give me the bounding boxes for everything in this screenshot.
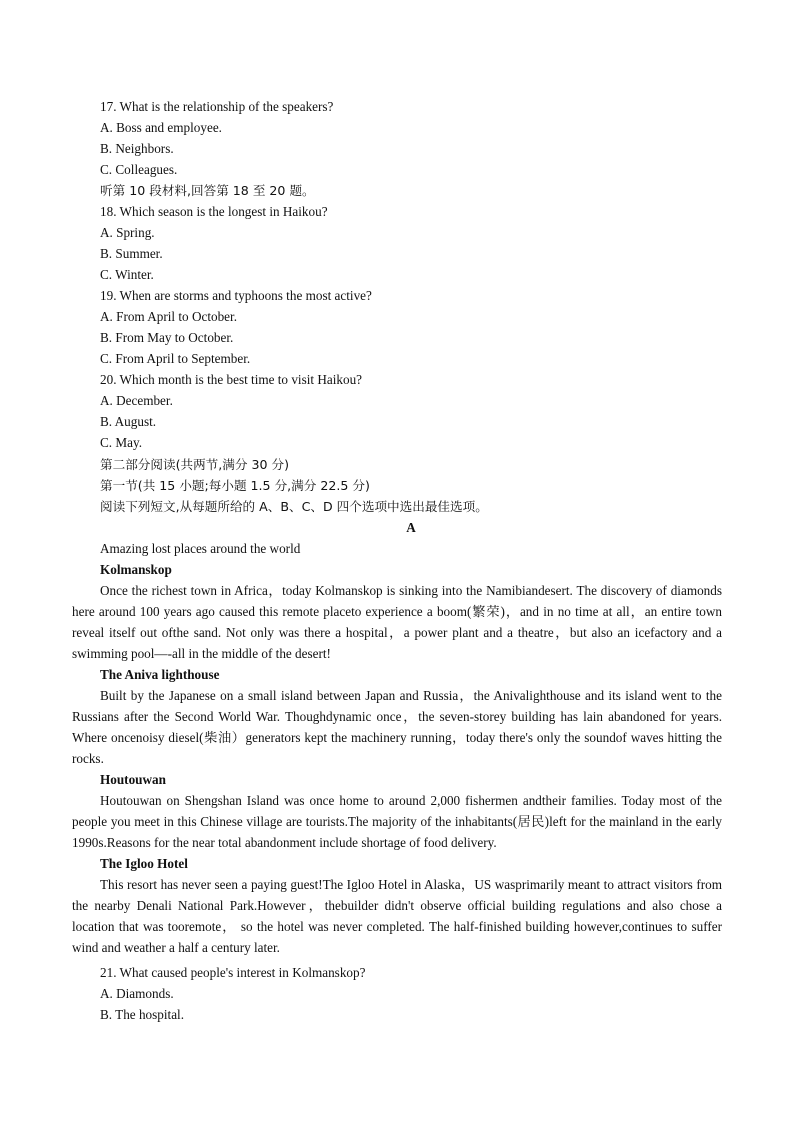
section-paragraph-houtouwan [72, 790, 722, 853]
section-heading-igloo-hotel: The Igloo Hotel [100, 856, 188, 871]
listening-instruction-10: 听第 10 段材料,回答第 18 至 20 题。 [100, 183, 315, 198]
section-paragraph-igloo-hotel [72, 874, 722, 958]
passage-letter: A [406, 520, 416, 535]
question-20-option-a: A. December. [100, 393, 173, 408]
paragraph-text: Houtouwan on Shengshan Island was once home to around 2,000 fishermen andtheir families. Today most of the people you meet in this Chinese village are tourists.The majority of the inhabitants(居民)left for the mainland in the early 1990s.Reasons for the near total abandonment include shortage of food delivery. [72, 793, 722, 850]
passage-title: Amazing lost places around the world [100, 541, 301, 556]
section-heading-kolmanskop: Kolmanskop [100, 562, 172, 577]
question-19-option-a: A. From April to October. [100, 309, 237, 324]
question-20-option-b: B. August. [100, 414, 157, 429]
question-19-option-c: C. From April to September. [100, 351, 251, 366]
question-20-stem: 20. Which month is the best time to visit Haikou? [100, 372, 363, 387]
question-20-option-c: C. May. [100, 435, 143, 450]
question-18-option-b: B. Summer. [100, 246, 163, 261]
paragraph-text: Once the richest town in Africa，today Kolmanskop is sinking into the Namibiandesert. The discovery of diamonds here around 100 years ago caused this remote placeto experience a boom(繁荣)，and in no time at all，an entire town reveal itself out ofthe sand. Not only was there a hospital，a power plant and a theatre，but also an icefactory and a swimming pool—-all in the middle of the desert! [72, 583, 722, 661]
question-21-option-a: A. Diamonds. [100, 986, 174, 1001]
section-paragraph-aniva-lighthouse [72, 685, 722, 769]
question-17-option-a: A. Boss and employee. [100, 120, 222, 135]
paragraph-text: Built by the Japanese on a small island between Japan and Russia，the Anivalighthouse and its island went to the Russians after the Second World War. Thoughdynamic once，the seven-storey building has lain abandoned for years. Where oncenoisy diesel(柴油）generators kept the machinery running，today there's only the soundof waves hitting the rocks. [72, 688, 722, 766]
question-19-stem: 19. When are storms and typhoons the most active? [100, 288, 372, 303]
question-17-option-b: B. Neighbors. [100, 141, 174, 156]
section-one-heading: 第一节(共 15 小题;每小题 1.5 分,满分 22.5 分) [100, 478, 370, 493]
section-paragraph-kolmanskop [72, 580, 722, 664]
reading-instruction: 阅读下列短文,从每题所给的 A、B、C、D 四个选项中选出最佳选项。 [100, 499, 488, 514]
question-17-option-c: C. Colleagues. [100, 162, 178, 177]
question-21-stem: 21. What caused people's interest in Kolmanskop? [100, 965, 366, 980]
paragraph-text: This resort has never seen a paying guest!The Igloo Hotel in Alaska，US wasprimarily meant to attract visitors from the nearby Denali National Park.However，thebuilder didn't observe official building regulations and also chose a location that was tooremote， so the hotel was never completed. The half-finished building however,continues to suffer wind and weather a half a century later. [72, 877, 722, 955]
question-21-option-b: B. The hospital. [100, 1007, 185, 1022]
section-heading-aniva-lighthouse: The Aniva lighthouse [100, 667, 220, 682]
question-19-option-b: B. From May to October. [100, 330, 234, 345]
question-17-stem: 17. What is the relationship of the speakers? [100, 99, 334, 114]
question-18-option-a: A. Spring. [100, 225, 155, 240]
question-18-option-c: C. Winter. [100, 267, 154, 282]
section-heading-houtouwan: Houtouwan [100, 772, 166, 787]
question-18-stem: 18. Which season is the longest in Haikou? [100, 204, 328, 219]
part-two-heading: 第二部分阅读(共两节,满分 30 分) [100, 457, 289, 472]
